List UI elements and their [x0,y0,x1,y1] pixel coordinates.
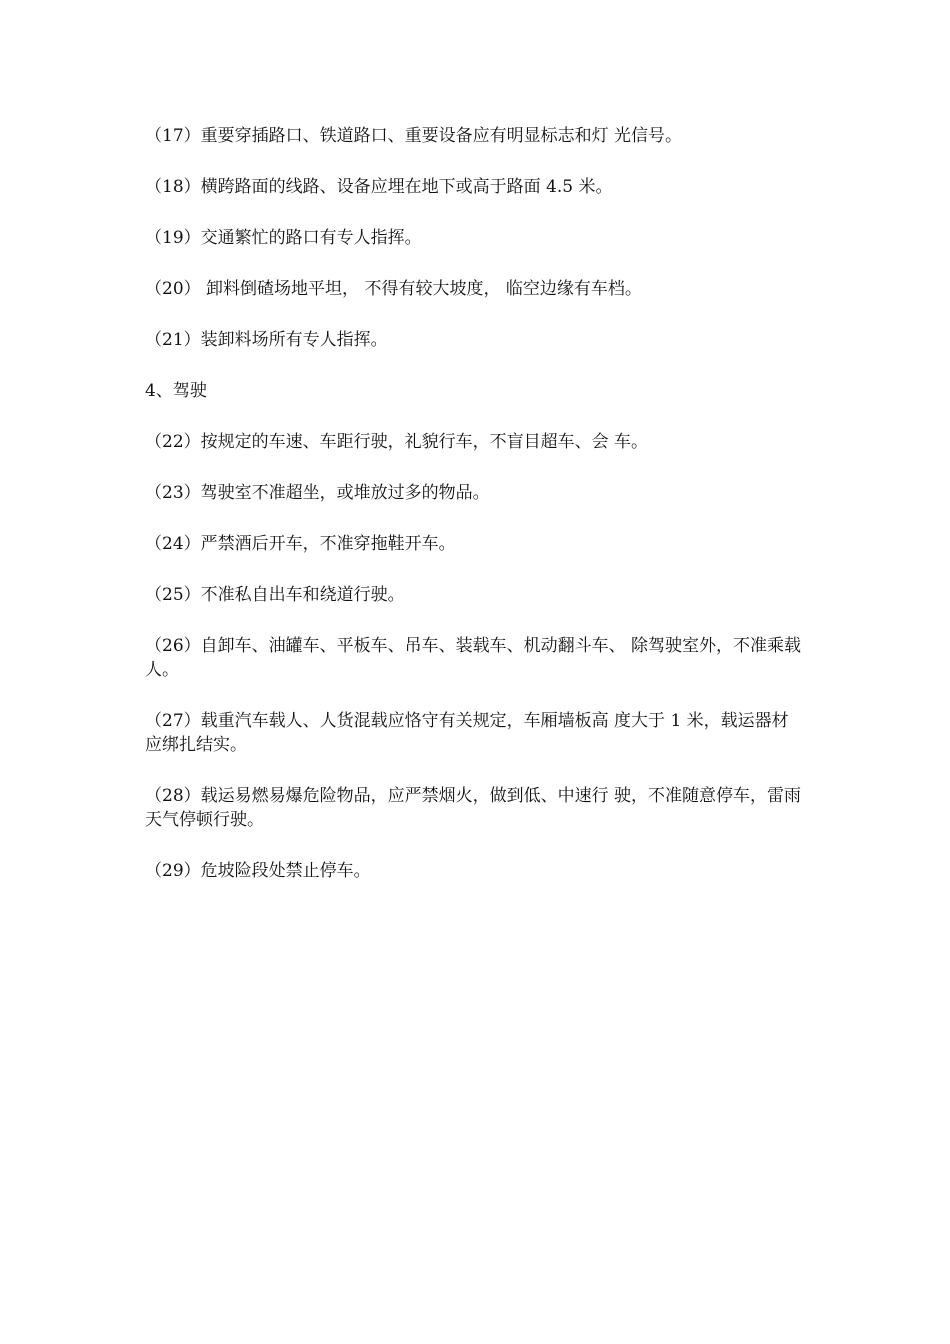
paragraph-23: （23）驾驶室不准超坐，或堆放过多的物品。 [145,483,490,503]
paragraph-26: （26）自卸车、油罐车、平板车、吊车、装载车、机动翻斗车、 除驾驶室外，不准乘载人。 [145,636,802,680]
paragraph-27: （27）载重汽车载人、人货混载应恪守有关规定，车厢墙板高 度大于 1 米，载运器材应绑扎结实。 [145,711,789,755]
paragraph-17: （17）重要穿插路口、铁道路口、重要设备应有明显标志和灯 光信号。 [145,126,683,146]
paragraph-29: （29）危坡险段处禁止停车。 [145,861,371,881]
paragraph-18: （18）横跨路面的线路、设备应埋在地下或高于路面 4.5 米。 [145,177,613,197]
paragraph-25: （25）不准私自出车和绕道行驶。 [145,585,405,605]
section-heading-driving: 4、驾驶 [145,381,207,401]
paragraph-24: （24）严禁酒后开车，不准穿拖鞋开车。 [145,534,456,554]
paragraph-20: （20） 卸料倒碴场地平坦， 不得有较大坡度， 临空边缘有车档。 [145,279,642,299]
document-body [145,124,805,910]
paragraph-21: （21）装卸料场所有专人指挥。 [145,330,388,350]
paragraph-19: （19）交通繁忙的路口有专人指挥。 [145,228,422,248]
paragraph-28: （28）载运易燃易爆危险物品，应严禁烟火，做到低、中速行 驶，不准随意停车，雷雨天气停顿行驶。 [145,786,802,830]
paragraph-22: （22）按规定的车速、车距行驶，礼貌行车，不盲目超车、会 车。 [145,432,649,452]
